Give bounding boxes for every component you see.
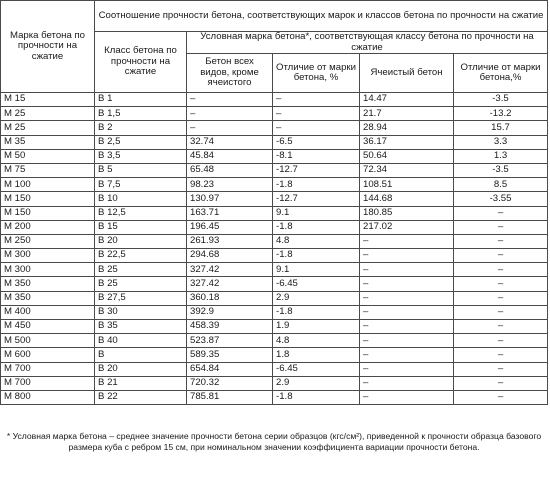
cell-difference-2: – (454, 334, 548, 348)
cell-mark: М 300 (1, 249, 95, 263)
table-row (1, 249, 548, 263)
cell-cellular: 72.34 (360, 163, 454, 177)
cell-cellular: – (360, 305, 454, 319)
cell-difference-2: -3.5 (454, 93, 548, 107)
cell-cellular: 21.7 (360, 107, 454, 121)
cell-all-types: 392.9 (187, 305, 273, 319)
cell-class: В 30 (95, 305, 187, 319)
table-row (1, 390, 548, 404)
cell-difference-1: -1.8 (273, 305, 360, 319)
cell-class: В 3,5 (95, 149, 187, 163)
cell-all-types: 196.45 (187, 220, 273, 234)
table-row (1, 93, 548, 107)
cell-class: В (95, 348, 187, 362)
cell-all-types: 130.97 (187, 192, 273, 206)
cell-difference-2: – (454, 362, 548, 376)
cell-difference-1: -1.8 (273, 390, 360, 404)
cell-mark: М 350 (1, 291, 95, 305)
cell-difference-2: -13.2 (454, 107, 548, 121)
cell-cellular: – (360, 362, 454, 376)
cell-difference-1: -6.5 (273, 135, 360, 149)
cell-cellular: – (360, 348, 454, 362)
cell-difference-1: 4.8 (273, 334, 360, 348)
cell-difference-1: – (273, 121, 360, 135)
cell-class: В 22,5 (95, 249, 187, 263)
cell-difference-1: -1.8 (273, 249, 360, 263)
cell-mark: М 50 (1, 149, 95, 163)
cell-cellular: – (360, 334, 454, 348)
cell-cellular: 50.64 (360, 149, 454, 163)
cell-difference-2: – (454, 320, 548, 334)
table-row (1, 305, 548, 319)
cellular-column-header: Ячеистый бетон (360, 54, 454, 93)
cell-cellular: 14.47 (360, 93, 454, 107)
table-header (1, 1, 548, 93)
cell-all-types: 294.68 (187, 249, 273, 263)
cell-mark: М 15 (1, 93, 95, 107)
cell-cellular: – (360, 320, 454, 334)
cell-mark: М 75 (1, 163, 95, 177)
cell-mark: М 100 (1, 178, 95, 192)
cell-all-types: 720.32 (187, 376, 273, 390)
cell-cellular: – (360, 376, 454, 390)
cell-difference-1: -1.8 (273, 178, 360, 192)
table-row (1, 263, 548, 277)
cell-mark: М 300 (1, 263, 95, 277)
cell-all-types: – (187, 107, 273, 121)
cell-class: В 22 (95, 390, 187, 404)
cell-difference-1: 1.9 (273, 320, 360, 334)
cell-all-types: 65.48 (187, 163, 273, 177)
cell-all-types: 45.84 (187, 149, 273, 163)
cell-difference-2: 3.3 (454, 135, 548, 149)
cell-class: В 10 (95, 192, 187, 206)
cell-difference-2: – (454, 249, 548, 263)
cell-class: В 5 (95, 163, 187, 177)
table-row (1, 320, 548, 334)
table-row (1, 291, 548, 305)
cell-mark: М 600 (1, 348, 95, 362)
cell-class: В 2 (95, 121, 187, 135)
footnote: * Условная марка бетона – среднее значение прочности бетона серии образцов (кгс/см²), приведенной к прочности образца базового размера куба с ребром 15 см, при номинальном значении коэффициента вариации прочности бетона. (6, 431, 542, 452)
cell-difference-2: 1.3 (454, 149, 548, 163)
cell-mark: М 200 (1, 220, 95, 234)
table-row (1, 362, 548, 376)
cell-all-types: 360.18 (187, 291, 273, 305)
cell-mark: М 700 (1, 362, 95, 376)
cell-class: В 21 (95, 376, 187, 390)
cell-mark: М 800 (1, 390, 95, 404)
cell-difference-1: -12.7 (273, 192, 360, 206)
cell-difference-1: -8.1 (273, 149, 360, 163)
cell-class: В 7,5 (95, 178, 187, 192)
cell-all-types: 327.42 (187, 277, 273, 291)
cell-class: В 20 (95, 234, 187, 248)
difference-1-column-header: Отличие от марки бетона, % (273, 54, 360, 93)
cell-cellular: 144.68 (360, 192, 454, 206)
cell-all-types: 589.35 (187, 348, 273, 362)
cell-difference-1: -12.7 (273, 163, 360, 177)
cell-difference-1: 2.9 (273, 376, 360, 390)
cell-all-types: – (187, 93, 273, 107)
cell-cellular: 180.85 (360, 206, 454, 220)
cell-all-types: – (187, 121, 273, 135)
cell-difference-2: – (454, 390, 548, 404)
table-row (1, 206, 548, 220)
cell-difference-2: -3.5 (454, 163, 548, 177)
cell-difference-1: 9.1 (273, 206, 360, 220)
table-row (1, 277, 548, 291)
cell-all-types: 327.42 (187, 263, 273, 277)
cell-difference-2: – (454, 277, 548, 291)
cell-cellular: 36.17 (360, 135, 454, 149)
cell-difference-2: – (454, 206, 548, 220)
cell-cellular: – (360, 291, 454, 305)
cell-class: В 25 (95, 263, 187, 277)
cell-mark: М 350 (1, 277, 95, 291)
table-row (1, 107, 548, 121)
cell-difference-2: – (454, 234, 548, 248)
table-row (1, 192, 548, 206)
cell-class: В 35 (95, 320, 187, 334)
cell-cellular: – (360, 234, 454, 248)
table-row (1, 149, 548, 163)
cell-class: В 1,5 (95, 107, 187, 121)
cell-difference-1: -6.45 (273, 277, 360, 291)
cell-class: В 1 (95, 93, 187, 107)
all-types-column-header: Бетон всех видов, кроме ячеистого (187, 54, 273, 93)
table-row (1, 163, 548, 177)
cell-all-types: 523.87 (187, 334, 273, 348)
cell-mark: М 25 (1, 121, 95, 135)
cell-class: В 2,5 (95, 135, 187, 149)
cell-mark: М 150 (1, 192, 95, 206)
cell-mark: М 500 (1, 334, 95, 348)
table-row (1, 135, 548, 149)
cell-cellular: – (360, 263, 454, 277)
cell-difference-1: -6.45 (273, 362, 360, 376)
cell-difference-1: 1.8 (273, 348, 360, 362)
cell-difference-2: – (454, 263, 548, 277)
cell-class: В 25 (95, 277, 187, 291)
cell-class: В 27,5 (95, 291, 187, 305)
cell-class: В 12,5 (95, 206, 187, 220)
cell-all-types: 261.93 (187, 234, 273, 248)
cell-mark: М 150 (1, 206, 95, 220)
group-title-header: Соотношение прочности бетона, соответствующих марок и классов бетона по прочности на сжатие (95, 1, 548, 32)
difference-2-column-header: Отличие от марки бетона,% (454, 54, 548, 93)
cell-difference-2: – (454, 220, 548, 234)
conditional-mark-header: Условная марка бетона*, соответствующая классу бетона по прочности на сжатие (187, 32, 548, 54)
cell-difference-1: 2.9 (273, 291, 360, 305)
cell-mark: М 35 (1, 135, 95, 149)
cell-difference-2: – (454, 348, 548, 362)
cell-difference-1: 4.8 (273, 234, 360, 248)
cell-all-types: 98.23 (187, 178, 273, 192)
cell-all-types: 785.81 (187, 390, 273, 404)
cell-difference-2: 8.5 (454, 178, 548, 192)
cell-cellular: – (360, 390, 454, 404)
cell-cellular: 28.94 (360, 121, 454, 135)
cell-mark: М 250 (1, 234, 95, 248)
cell-cellular: 108.51 (360, 178, 454, 192)
table-row (1, 178, 548, 192)
cell-class: В 15 (95, 220, 187, 234)
mark-column-header: Марка бетона по прочности на сжатие (1, 1, 95, 93)
cell-mark: М 25 (1, 107, 95, 121)
table-row (1, 234, 548, 248)
table-row (1, 220, 548, 234)
cell-all-types: 32.74 (187, 135, 273, 149)
cell-difference-2: – (454, 305, 548, 319)
cell-difference-1: – (273, 93, 360, 107)
cell-cellular: – (360, 249, 454, 263)
cell-class: В 40 (95, 334, 187, 348)
cell-difference-1: – (273, 107, 360, 121)
table-body (1, 93, 548, 405)
cell-mark: М 400 (1, 305, 95, 319)
cell-difference-2: 15.7 (454, 121, 548, 135)
cell-class: В 20 (95, 362, 187, 376)
cell-difference-2: -3.55 (454, 192, 548, 206)
table-row (1, 334, 548, 348)
table-row (1, 376, 548, 390)
table-row (1, 121, 548, 135)
cell-difference-2: – (454, 376, 548, 390)
cell-difference-1: 9.1 (273, 263, 360, 277)
class-column-header: Класс бетона по прочности на сжатие (95, 32, 187, 93)
cell-cellular: – (360, 277, 454, 291)
cell-all-types: 654.84 (187, 362, 273, 376)
cell-cellular: 217.02 (360, 220, 454, 234)
cell-mark: М 700 (1, 376, 95, 390)
cell-all-types: 458.39 (187, 320, 273, 334)
cell-mark: М 450 (1, 320, 95, 334)
cell-all-types: 163.71 (187, 206, 273, 220)
cell-difference-1: -1.8 (273, 220, 360, 234)
cell-difference-2: – (454, 291, 548, 305)
table-row (1, 348, 548, 362)
